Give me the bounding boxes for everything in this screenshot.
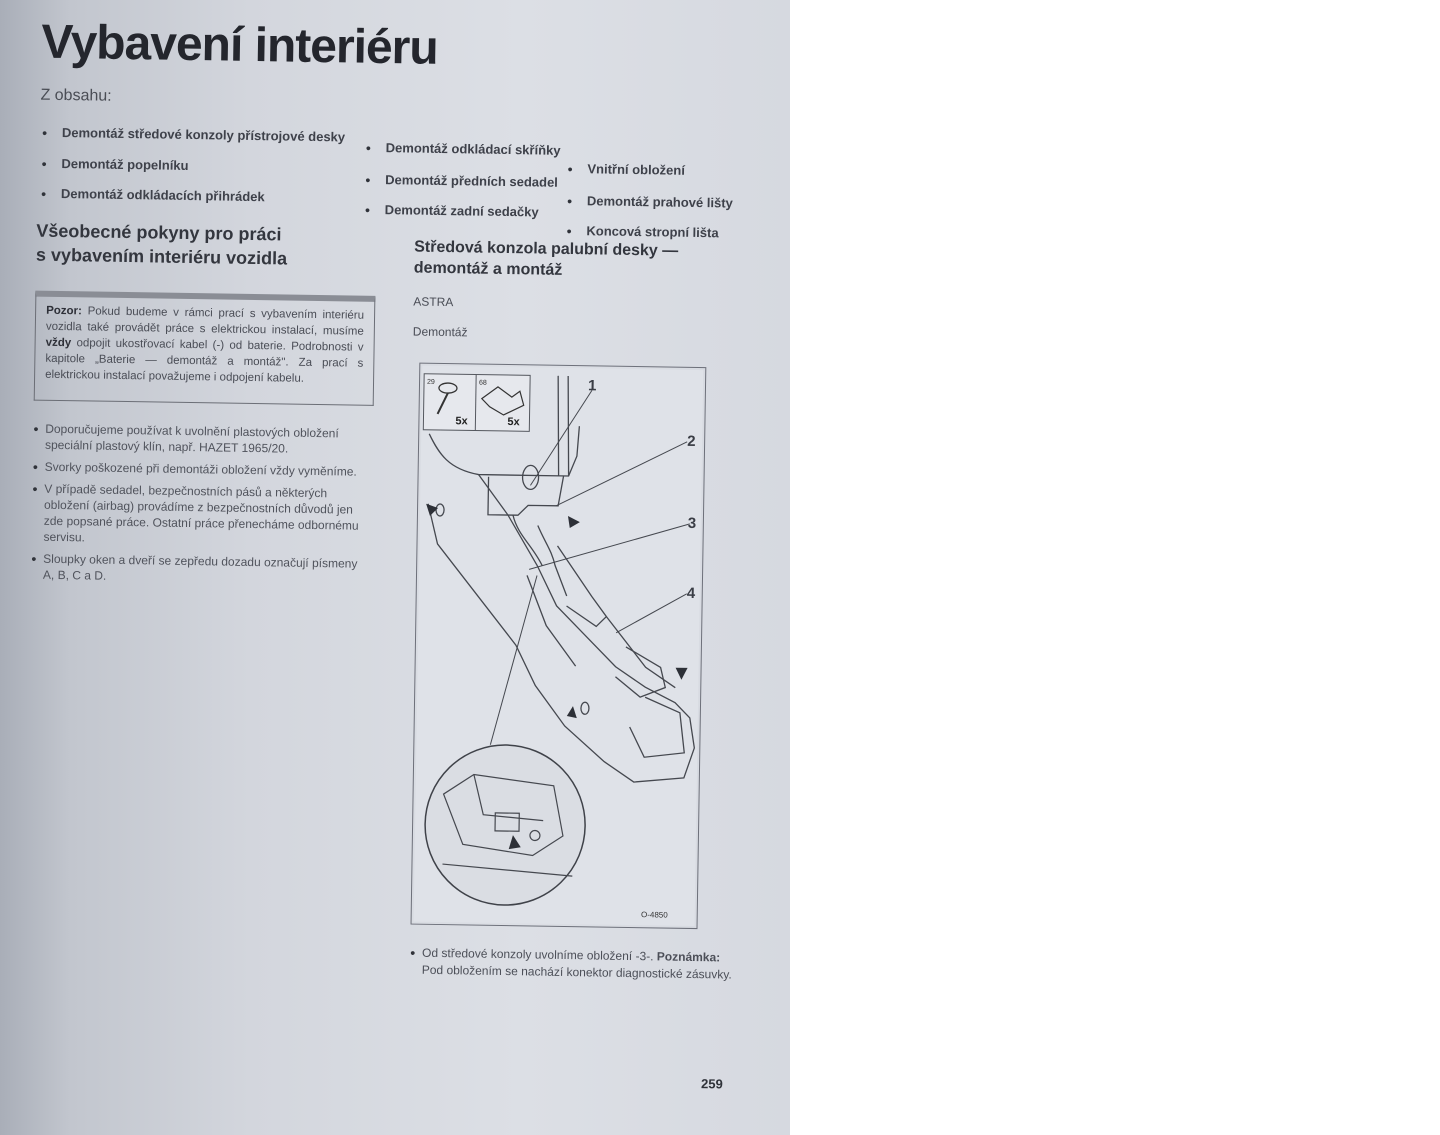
console-figure: [411, 363, 707, 929]
toc-item: ● Demontáž odkládacích přihrádek: [61, 186, 265, 204]
tool1-number: 29: [426, 378, 435, 386]
tool2-number: 68: [478, 379, 487, 387]
caption-note-label: Poznámka:: [656, 949, 721, 965]
model-label: ASTRA: [413, 294, 454, 310]
warning-text-2: odpojit ukostřovací kabel (-) od baterie. Podrobnosti v kapitole „Baterie — demontáž a montáž". Za prací s elektrickou instalací považujeme i odpojení kabelu.: [45, 337, 364, 385]
warning-paragraph: [45, 303, 364, 388]
section-heading-line2: demontáž a montáž: [413, 259, 563, 279]
warning-text-1: Pokud budeme v rámci prací s vybavením interiéru vozidla také provádět práce s elektrickou instalací, musíme: [45, 305, 365, 338]
detail-circle: [424, 744, 586, 906]
contents-label: Z obsahu:: [40, 86, 112, 105]
warning-bold: vždy: [45, 336, 72, 350]
list-item: ● Svorky poškozené při demontáži obložení vždy vyměníme.: [33, 459, 373, 480]
toc-item: ● Demontáž odkládací skříňky: [386, 140, 561, 158]
callout-3: 3: [687, 514, 697, 532]
toc-item: ● Demontáž popelníku: [61, 156, 188, 173]
subheading: Demontáž: [412, 324, 468, 340]
page-title: Vybavení interiéru: [40, 15, 439, 75]
toc-item: ● Koncová stropní lišta: [586, 223, 718, 240]
list-item: ● V případě sedadel, bezpečnostních pásů a některých obložení (airbag) provádíme z bezpečnostních důvodů jen zde popsané práce. Ostatní práce přenecháme odbornému servisu.: [31, 481, 372, 550]
section-heading: [414, 237, 679, 283]
tool1-qty: 5x: [455, 415, 468, 428]
general-heading: [36, 219, 288, 271]
toc-item: ● Demontáž zadní sedačky: [385, 202, 539, 219]
page-number: 259: [700, 1076, 723, 1092]
general-heading-line1: Všeobecné pokyny pro práci: [36, 220, 282, 245]
callout-2: 2: [687, 432, 696, 450]
toc-item: ● Demontáž předních sedadel: [385, 172, 558, 190]
tool2-qty: 5x: [507, 416, 520, 429]
callout-1: 1: [587, 377, 597, 395]
toc-item: ● Demontáž středové konzoly přístrojové desky: [62, 125, 345, 144]
figure-id: O-4850: [640, 910, 668, 920]
list-item: ● Sloupky oken a dveří se zepředu dozadu označují písmeny A, B, C a D.: [31, 551, 371, 588]
warning-label: Pozor:: [46, 304, 82, 318]
warning-box: [34, 291, 376, 406]
toc-item: ● Vnitřní obložení: [587, 161, 685, 178]
callout-4: 4: [686, 584, 696, 602]
toc-item: ● Demontáž prahové lišty: [587, 193, 733, 210]
console-drawing: [412, 364, 706, 928]
general-list: [31, 421, 374, 594]
general-heading-line2: s vybavením interiéru vozidla: [35, 244, 288, 269]
section-heading-line1: Středová konzola palubní desky —: [414, 238, 679, 260]
list-item: ● Doporučujeme používat k uvolnění plastových obložení speciální plastový klín, např. HAZET 1965/20.: [33, 421, 373, 458]
caption-text-2: Pod obložením se nachází konektor diagnostické zásuvky.: [421, 962, 732, 982]
caption-text-1: Od středové konzoly uvolníme obložení -3-.: [421, 945, 654, 964]
figure-caption: [410, 945, 742, 984]
